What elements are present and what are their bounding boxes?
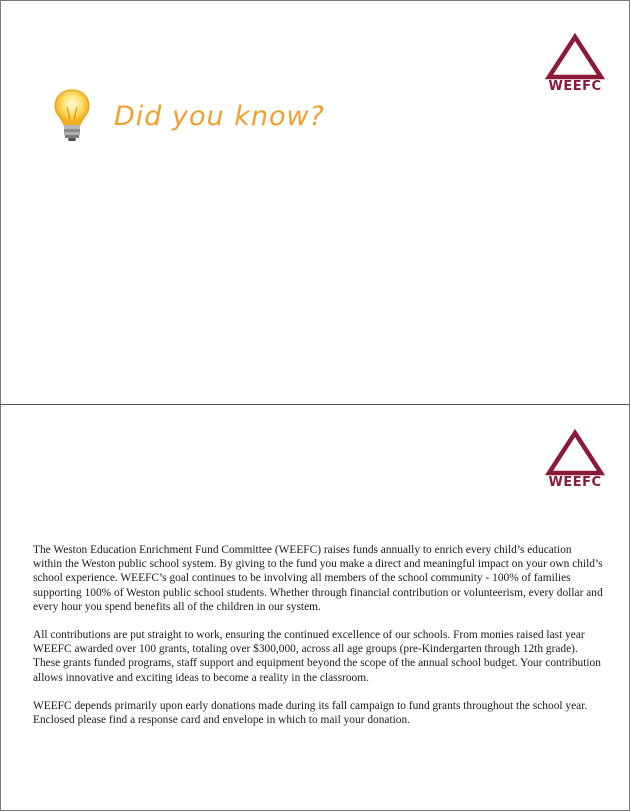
logo-text: WEEFC [548,79,602,94]
triangle-logo-icon [543,429,607,477]
paragraph: WEEFC depends primarily upon early donations made during its fall campaign to fund grants throughout the school year. Enclosed please find a response card and envelope in which to mail your donation. [33,699,588,727]
logo-text: WEEFC [548,475,602,490]
triangle-logo-icon [543,33,607,81]
weefc-logo [543,33,607,93]
paragraph: All contributions are put straight to work, ensuring the continued excellence of our schools. From monies raised last year WEEFC awarded over 100 grants, totaling over $300,000, across all age groups (pre-Kindergarten through 12th grade). These grants funded programs, staff support and equipment beyond the scope of the annual school budget. Your contribution allows innovative and exciting ideas to become a reality in the classroom. [33,629,601,684]
back-card [0,404,630,811]
lightbulb-icon [47,85,97,149]
paragraph: The Weston Education Enrichment Fund Committee (WEEFC) raises funds annually to enrich every child’s education within the Weston public school system. By giving to the fund you make a direct and meaningful impact on your own child’s school experience. WEEFC’s goal continues to be involving all members of the school community - 100% of families supporting 100% of Weston public school students. Whether through financial contribution or volunteerism, every dollar and every hour you spend benefits all of the children in our system. [33,544,603,613]
headline: Did you know? [114,101,325,132]
body-text [33,543,603,741]
front-card [0,0,630,405]
weefc-logo [543,429,607,489]
